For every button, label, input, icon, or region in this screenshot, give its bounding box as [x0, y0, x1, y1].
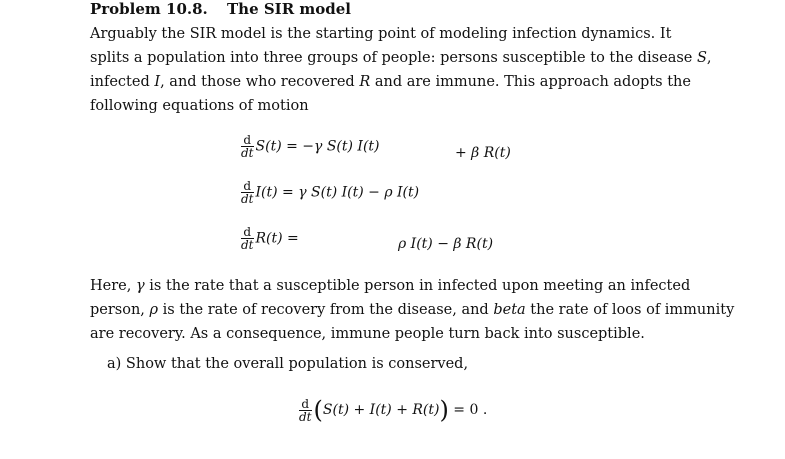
intro-text: , [706, 50, 712, 66]
explanation-text: the rate of loos of immunity [525, 302, 735, 318]
problem-heading [90, 0, 351, 18]
intro-text: , and those who recovered [160, 74, 360, 90]
intro-line-2 [90, 46, 712, 70]
open-paren: ( [313, 396, 323, 424]
derivative-operator [241, 180, 254, 205]
explanation-text: person, [90, 302, 150, 318]
equation-dI [241, 180, 419, 205]
intro-paragraph [90, 22, 712, 118]
part-a [107, 356, 468, 372]
conservation-sum: S(t) + I(t) + R(t) [322, 402, 440, 418]
equation-dR-rhs: ρ I(t) − β R(t) [398, 236, 494, 252]
derivative-numerator: d [241, 134, 254, 147]
derivative-numerator: d [299, 398, 312, 411]
symbol-gamma: γ [135, 278, 145, 294]
explanation-paragraph [90, 274, 735, 346]
conservation-rhs: = 0 . [448, 402, 488, 418]
symbol-rho: ρ [149, 302, 159, 318]
equation-dR [241, 226, 299, 251]
equation-dS [241, 134, 380, 159]
intro-text: splits a population into three groups of people: persons susceptible to the disease [90, 50, 697, 66]
equation-dS-lhs: S(t) = −γ S(t) I(t) [255, 138, 380, 155]
symbol-beta-word: beta [493, 302, 526, 318]
equation-dI-body: I(t) = γ S(t) I(t) − ρ I(t) [255, 184, 420, 201]
derivative-denominator: dt [241, 238, 254, 252]
explanation-text: is the rate that a susceptible person in infected upon meeting an infected [144, 278, 691, 294]
explanation-text: Here, [90, 278, 136, 294]
derivative-denominator: dt [241, 146, 254, 160]
derivative-operator [299, 398, 312, 423]
derivative-denominator: dt [241, 192, 254, 206]
problem-number: Problem 10.8. [90, 0, 208, 18]
problem-title: The SIR model [227, 0, 351, 18]
intro-line-3 [90, 70, 691, 94]
equation-dS-rhs: + β R(t) [455, 145, 511, 161]
derivative-denominator: dt [299, 409, 312, 424]
intro-text: and are immune. This approach adopts the [370, 74, 691, 90]
intro-line-4: following equations of motion [90, 98, 309, 114]
intro-text: infected [90, 74, 155, 90]
conservation-equation [299, 396, 487, 424]
close-paren: ) [439, 396, 449, 424]
equation-dR-lhs: R(t) = [255, 230, 299, 247]
derivative-numerator: d [241, 226, 254, 239]
explanation-line-3: are recovery. As a consequence, immune people turn back into susceptible. [90, 326, 645, 342]
derivative-operator [241, 134, 254, 159]
symbol-i: I [154, 74, 161, 90]
derivative-operator [241, 226, 254, 251]
part-a-text: Show that the overall population is conserved, [125, 356, 469, 372]
symbol-r: R [359, 74, 371, 90]
symbol-s: S [696, 50, 707, 66]
explanation-text: is the rate of recovery from the disease, and [158, 302, 494, 318]
explanation-line-1 [90, 274, 691, 298]
derivative-numerator: d [241, 180, 254, 193]
intro-line-1: Arguably the SIR model is the starting point of modeling infection dynamics. It [90, 26, 672, 42]
explanation-line-2 [90, 298, 735, 322]
part-a-label: a) [107, 356, 122, 372]
